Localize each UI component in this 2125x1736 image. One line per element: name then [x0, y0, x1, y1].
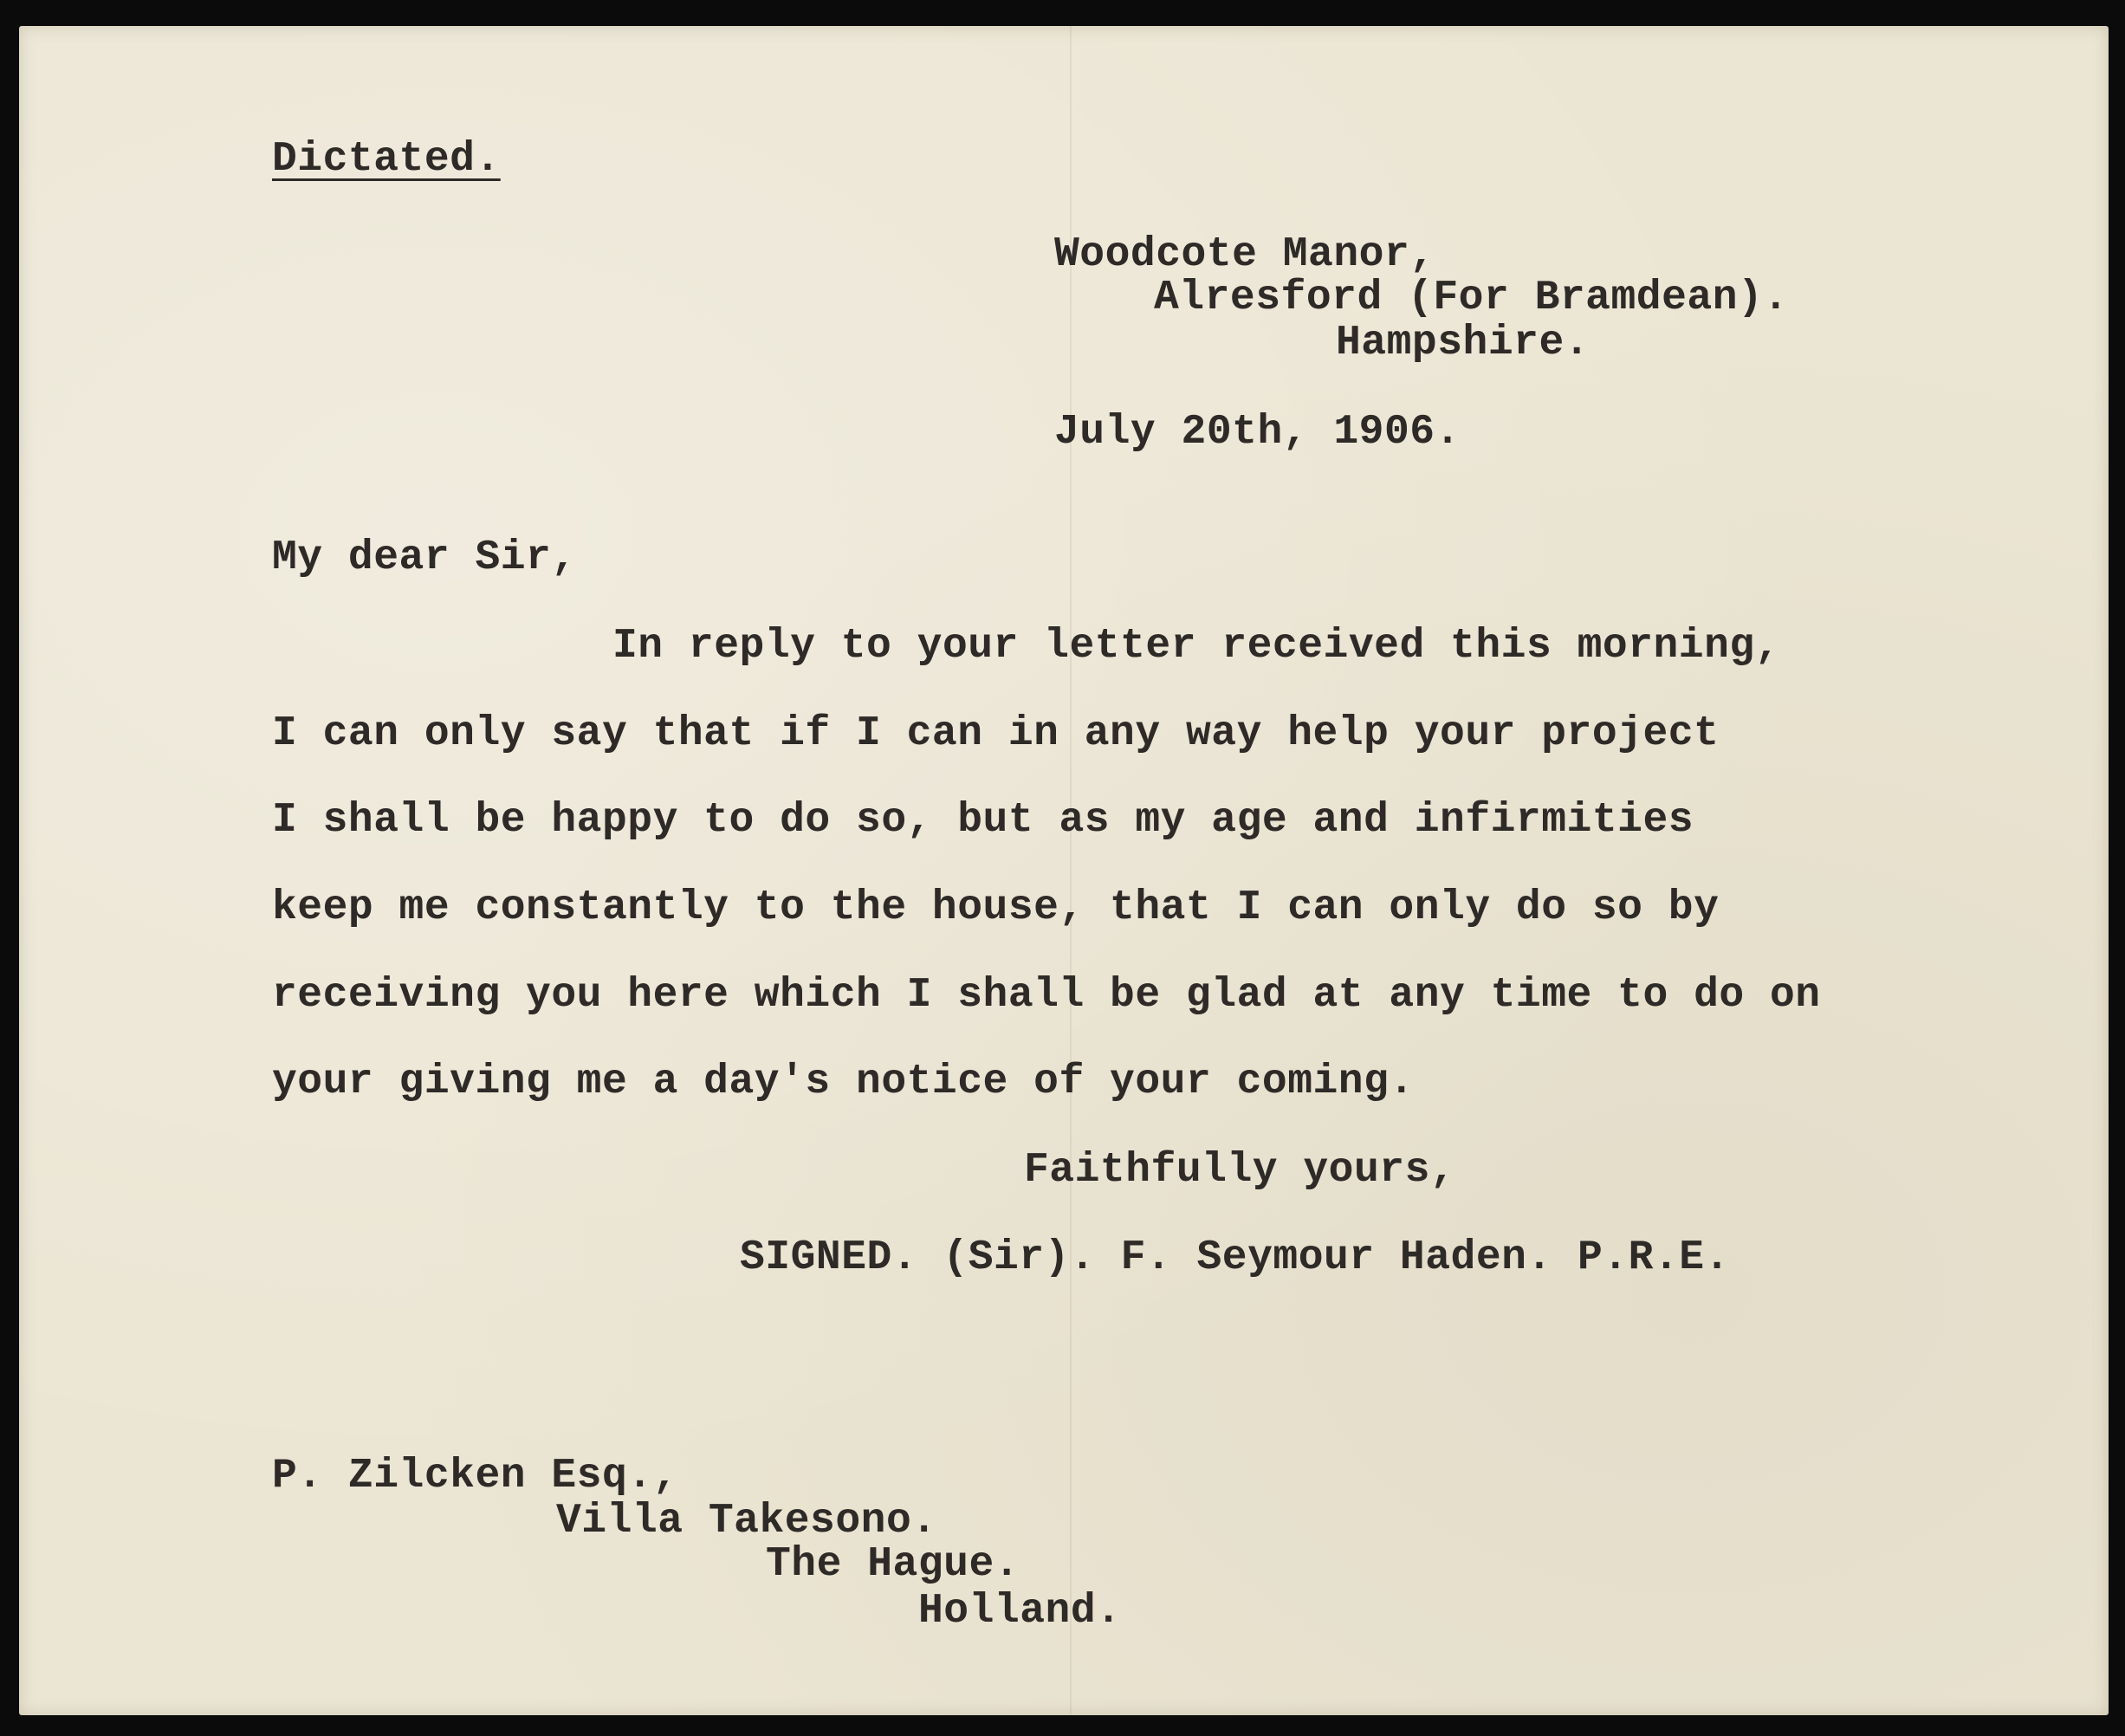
body-line-1: In reply to your letter received this morning,	[612, 623, 1781, 670]
recipient-line-3: The Hague.	[766, 1541, 1020, 1588]
letter-date: July 20th, 1906.	[1054, 409, 1461, 456]
recipient-line-1: P. Zilcken Esq.,	[272, 1453, 678, 1500]
address-line-3: Hampshire.	[1336, 320, 1591, 366]
body-line-3: I shall be happy to do so, but as my age and infirmities	[272, 797, 1694, 844]
body-line-5: receiving you here which I shall be glad at any time to do on	[272, 972, 1821, 1019]
body-line-4: keep me constantly to the house, that I can only do so by	[272, 884, 1720, 931]
body-line-6: your giving me a day's notice of your coming.	[272, 1059, 1415, 1105]
recipient-line-2: Villa Takesono.	[556, 1498, 937, 1545]
salutation: My dear Sir,	[272, 534, 577, 581]
paper-fold	[1070, 26, 1072, 1715]
dictated-note: Dictated.	[272, 136, 501, 183]
closing: Faithfully yours,	[1024, 1147, 1456, 1194]
recipient-line-4: Holland.	[918, 1588, 1122, 1635]
address-line-2: Alresford (For Bramdean).	[1154, 275, 1789, 321]
signature-line: SIGNED. (Sir). F. Seymour Haden. P.R.E.	[740, 1234, 1730, 1281]
address-line-1: Woodcote Manor,	[1054, 231, 1435, 278]
body-line-2: I can only say that if I can in any way help your project	[272, 710, 1720, 757]
letter-sheet	[19, 26, 2109, 1715]
